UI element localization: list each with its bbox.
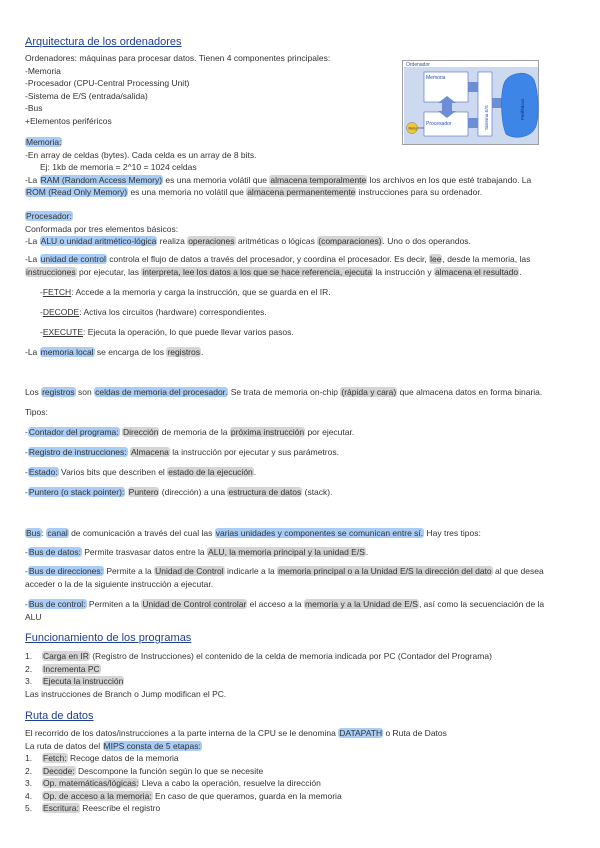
highlight: (rápida y cara) (341, 387, 397, 397)
execute-line: -EXECUTE: Ejecuta la operación, lo que puede llevar varios pasos. (40, 327, 294, 337)
highlight: próxima instrucción (230, 427, 305, 437)
heading-arquitectura: Arquitectura de los ordenadores (25, 36, 182, 48)
arquitectura-intro: Ordenadores: máquinas para procesar datos. Tienen 4 componentes principales: (25, 53, 331, 63)
funcionamiento-note: Las instrucciones de Branch o Jump modifican el PC. (25, 688, 227, 699)
ruta-intro: El recorrido de los datos/instrucciones a la parte interna de la CPU se le denomina DATAPATH o Ruta de Datos (25, 728, 447, 738)
ruta-body (25, 727, 577, 815)
highlight: Op. de acceso a la memoria: (43, 790, 152, 801)
highlight: almacena el resultado (434, 266, 519, 277)
section-arquitectura (25, 36, 577, 49)
rom-line: ROM (Read Only Memory) es una memoria no volátil que almacena permanentemente instrucciones para su ordenador. (26, 187, 483, 197)
highlight: almacena temporalmente (270, 174, 367, 185)
registro-instrucciones-line: -Registro de instrucciones: Almacena la instrucción por ejecutar y sus parámetros. (25, 447, 339, 457)
highlight: estado de la ejecución (168, 467, 253, 477)
component-item: +Elementos periféricos (25, 115, 112, 126)
list-item: 4. Op. de acceso a la memoria: En caso de que queramos, guarda en la memoria (25, 790, 342, 801)
ram-line: -La RAM (Random Access Memory) es una memoria volátil que almacena temporalmente los archivos en los que esté trabajando. La (25, 174, 532, 185)
section-procesador (25, 210, 577, 248)
procesador-intro: Conformada por tres elementos básicos: (25, 223, 179, 234)
section-ruta (25, 710, 577, 723)
section-memoria (25, 136, 577, 199)
highlight: operaciones (188, 236, 235, 246)
highlight: RAM (Random Access Memory) (40, 174, 163, 185)
ordenador-label: Ordenador (406, 62, 430, 68)
highlight: Bus de datos: (28, 547, 81, 557)
procesador-label: Procesador (426, 121, 452, 127)
highlight: instrucciones (26, 266, 76, 277)
highlight: ROM (Read Only Memory) (26, 187, 128, 197)
bus-direcciones-paragraph: -Bus de direcciones: Permite a la Unidad de Control indicarle a la memoria principal o a la Unidad E/S la dirección del dato al que desea acceder o la de la siguiente instrucción a ejecutar. (25, 566, 544, 589)
highlight: Puntero (o stack pointer): (28, 487, 125, 497)
highlight: Unidad de Control controlar (142, 599, 247, 609)
bus-intro-line: Bus: canal de comunicación a través del cual las varias unidades y componentes se comunican entre sí. Hay tres tipos: (26, 528, 481, 538)
highlight: Puntero (128, 487, 159, 497)
highlight: Decode: (43, 765, 75, 776)
highlight: Fetch: (43, 753, 67, 763)
heading-funcionamiento: Funcionamiento de los programas (25, 632, 192, 644)
section-funcionamiento (25, 632, 577, 645)
highlight: Incrementa PC (43, 663, 100, 674)
memoria-local-line: -La memoria local se encarga de los registros. (25, 347, 204, 357)
highlight: memoria local (40, 347, 94, 357)
highlight: Almacena (131, 447, 169, 457)
memoria-line: -En array de celdas (bytes). Cada celda es un array de 8 bits. (25, 149, 257, 160)
highlight: Carga en IR (43, 651, 89, 661)
highlight: memoria y a la Unidad de E/S (305, 599, 418, 609)
sistema-es-label: Sistema E/S (484, 105, 489, 130)
bus-datos-line: -Bus de datos: Permite trasvasar datos entre la ALU, la memoria principal y la unidad E/S. (25, 547, 369, 557)
fetch-line: -FETCH: Accede a la memoria y carga la instrucción, que se guarda en el IR. (40, 287, 331, 297)
highlight: Contador del programa: (28, 427, 119, 437)
computer-architecture-diagram (402, 60, 540, 146)
list-item: 2. Incrementa PC (25, 663, 100, 674)
heading-procesador: Procesador: (26, 211, 72, 221)
funcionamiento-list (25, 650, 577, 700)
highlight: Bus de direcciones: (28, 566, 104, 576)
highlight: canal (47, 528, 68, 538)
perifericos-label: Periféricos (520, 98, 525, 120)
highlight: (comparaciones) (318, 236, 382, 246)
tipos-label: Tipos: (25, 407, 48, 417)
component-item: -Memoria (25, 65, 61, 76)
memoria-label: Memoria (426, 75, 446, 81)
highlight: Bus de control: (28, 599, 86, 609)
highlight: Dirección (123, 427, 159, 437)
list-item: 3. Op. matemáticas/lógicas: Lleva a cabo la operación, resuelve la dirección (25, 778, 321, 788)
highlight: Estado: (28, 467, 58, 477)
highlight: varias unidades y componentes se comunican entre sí. (215, 528, 424, 538)
puntero-line: -Puntero (o stack pointer): Puntero (dirección) a una estructura de datos (stack). (25, 487, 333, 497)
bus-horizontal-bottom (468, 118, 478, 128)
bus-control-paragraph: -Bus de control: Permiten a la Unidad de Control controlar el acceso a la memoria y a la Unidad de E/S, así como la secuenciación de la ALU (25, 599, 545, 622)
list-item: 3. Ejecuta la instrucción (25, 676, 124, 686)
unidad-control-paragraph: -La unidad de control controla el flujo de datos a través del procesador, y coordina el procesador. Es decir, lee, desde la memoria, las instrucciones por ejecutar, las interpreta, lee los datos a los que se hace referencia, ejecuta la instrucción y almacena el resultado. (25, 254, 531, 277)
highlight: estructura de datos (228, 487, 302, 497)
highlight: DATAPATH (339, 728, 383, 738)
memoria-example: Ej: 1kb de memoria = 2^10 = 1024 celdas (40, 162, 197, 172)
heading-memoria: Memoria: (26, 137, 62, 147)
heading-ruta: Ruta de datos (25, 710, 94, 722)
highlight: MIPS consta de 5 etapas: (103, 740, 201, 751)
highlight: almacena permanentemente (247, 187, 356, 197)
highlight: registros (167, 347, 200, 357)
ruta-mips: La ruta de datos del MIPS consta de 5 etapas: (25, 740, 201, 751)
component-item: -Sistema de E/S (entrada/salida) (25, 90, 148, 101)
highlight: celdas de memoria del procesador. (95, 387, 228, 397)
highlight: Bus (26, 528, 41, 538)
list-item: 5. Escritura: Reescribe el registro (25, 803, 161, 813)
list-item: 1. Carga en IR (Registro de Instrucciones) el contenido de la celda de memoria indicada por PC (Contador del Programa) (25, 651, 492, 661)
estado-line: -Estado: Varios bits que describen el estado de la ejecución. (25, 467, 257, 477)
list-item: 1. Fetch: Recoge datos de la memoria (25, 753, 179, 763)
registros-line: Los registros son celdas de memoria del procesador. Se trata de memoria on-chip (rápida y cara) que almacena datos en forma binaria. (25, 387, 543, 397)
component-item: -Bus (25, 103, 43, 113)
bus-horizontal-top (468, 82, 478, 92)
highlight: unidad de control (40, 254, 106, 264)
highlight: interpreta, lee los datos a los que se hace referencia, ejecuta (142, 266, 372, 277)
highlight: Unidad de Control (155, 566, 224, 576)
highlight: Escritura: (43, 803, 79, 813)
contador-programa-line: -Contador del programa: Dirección de memoria de la próxima instrucción por ejecutar. (25, 427, 355, 437)
highlight: memoria principal o a la Unidad E/S la dirección del dato (278, 566, 492, 576)
highlight: Ejecuta la instrucción (43, 676, 124, 686)
list-item: 2. Decode: Descompone la función según lo que se necesite (25, 765, 264, 776)
highlight: Registro de instrucciones: (28, 447, 127, 457)
bus-vertical (442, 102, 452, 112)
alu-line: -La ALU o unidad aritmético-lógica realiza operaciones aritméticas o lógicas (comparaciones). Uno o dos operandos. (25, 236, 471, 246)
decode-line: -DECODE: Activa los circuitos (hardware) correspondientes. (40, 307, 267, 317)
highlight: ALU o unidad aritmético-lógica (40, 236, 157, 246)
reloj-label: Reloj (408, 126, 417, 131)
highlight: Op. matemáticas/lógicas: (43, 778, 139, 788)
component-item: -Procesador (CPU-Central Processing Unit) (25, 78, 190, 88)
highlight: registros (42, 387, 75, 397)
highlight: lee (430, 254, 442, 264)
highlight: ALU, la memoria principal y la unidad E/S (208, 547, 365, 557)
